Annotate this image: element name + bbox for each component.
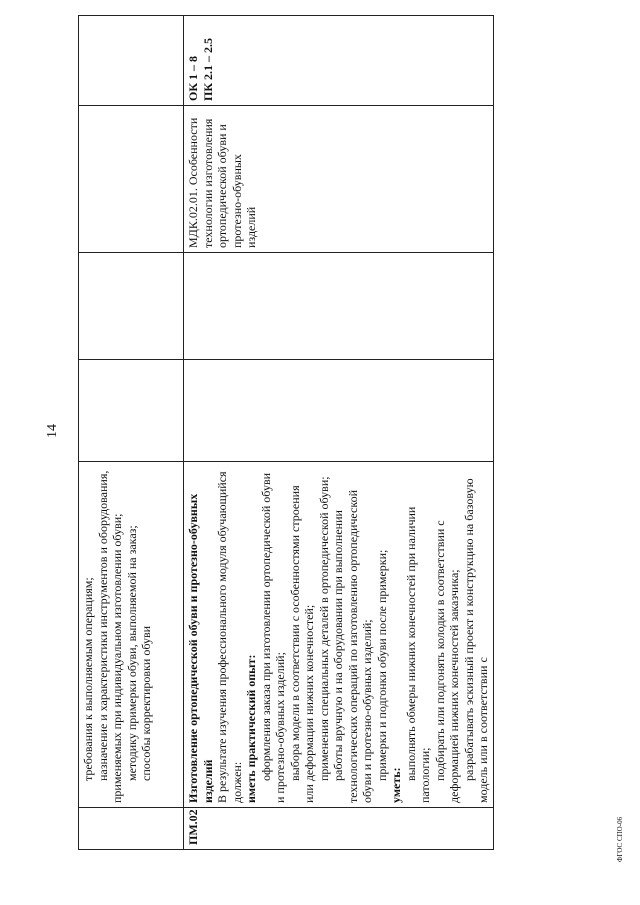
content-line: применения специальных деталей в ортопедической обуви; [316, 476, 331, 781]
module-code-cell: ПМ.02 [184, 808, 494, 850]
module-code-cell [79, 808, 184, 850]
competency-cell: ОК 1 – 8 ПК 2.1 – 2.5 [184, 16, 494, 106]
content-line: подбирать или подгонять колодки в соответствии с деформацией нижних конечностей заказчика; [432, 520, 461, 803]
competency-cell [79, 16, 184, 106]
content-line: иметь практический опыт: [244, 654, 258, 803]
content-line: требования к выполняемым операциям; [81, 577, 95, 781]
content-line: примерки и подгонки обуви после примерки; [374, 549, 389, 781]
empty-cell [184, 360, 494, 462]
content-line: В результате изучения профессионального модуля обучающийся должен: [215, 471, 244, 803]
mdk-cell [79, 106, 184, 253]
empty-cell [79, 360, 184, 462]
table-row [79, 16, 184, 850]
empty-cell [184, 253, 494, 360]
table-row [184, 16, 494, 850]
content-line: работы вручную и на оборудовании при выполнении технологических операций по изготовлению ортопедической обуви и протезно-обувных изделий; [331, 489, 374, 803]
page-number: 14 [45, 424, 60, 438]
content-line: методику примерки обуви, выполняемой на заказ; [124, 525, 139, 781]
footer-label: ФГОС СПО-06 [616, 816, 624, 862]
rotated-page [0, 10, 610, 870]
content-cell [184, 462, 494, 808]
content-line: Изготовление ортопедической обуви и протезно-обувных изделий [186, 493, 215, 803]
content-line: уметь: [389, 767, 403, 803]
mdk-cell: МДК.02.01. Особенности технологии изготовления ортопедической обуви и протезно-обувных изделий [184, 106, 494, 253]
content-line: разрабатывать эскизный проект и конструкцию на базовую модель или в соответствии с [461, 478, 490, 803]
content-line: выполнять обмеры нижних конечностей при наличии патологии; [403, 506, 432, 803]
content-cell [79, 462, 184, 808]
content-line: выбора модели в соответствии с особенностями строения или деформации нижних конечностей; [287, 485, 316, 803]
competency-table [78, 15, 494, 850]
content-line: оформления заказа при изготовлении ортопедической обуви и протезно-обувных изделий; [258, 472, 287, 803]
content-line: способы корректировки обуви [139, 625, 153, 781]
content-line: назначение и характеристики инструментов и оборудования, применяемых при индивидуальном изготовлении обуви; [95, 470, 124, 803]
empty-cell [79, 253, 184, 360]
